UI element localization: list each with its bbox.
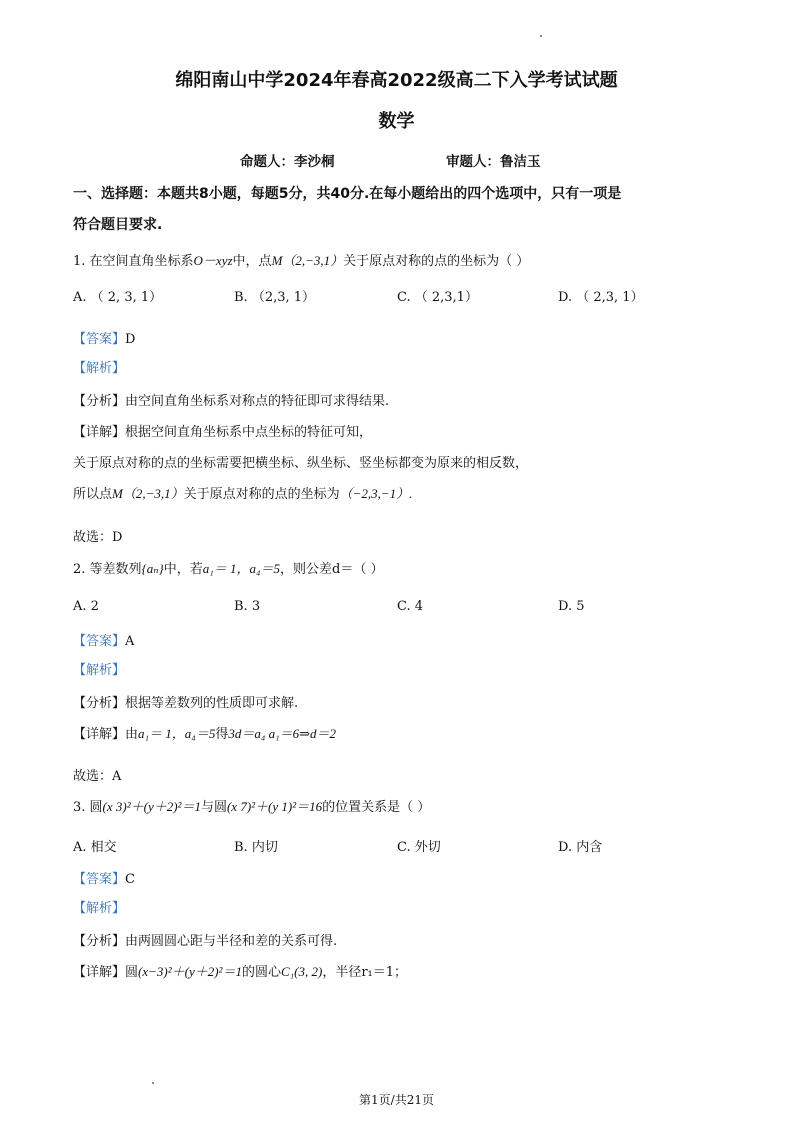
q3-stem-text: 的位置关系是（ ） <box>322 800 431 815</box>
q3-answer <box>73 868 135 887</box>
q3-option-c: C. 外切 <box>397 840 441 855</box>
q1-line3-math: （−2,3,−1）. <box>339 486 413 501</box>
section-heading-line1: 一、选择题：本题共8小题，每题5分，共40分.在每小题给出的四个选项中，只有一项是 <box>73 186 622 202</box>
answer-value: A <box>125 634 135 649</box>
q1-xiangjie <box>73 421 372 440</box>
q1-line3-text: 所以点 <box>73 487 113 502</box>
q2-xiangjie <box>73 723 336 742</box>
question-3-stem <box>73 796 430 815</box>
q2-answer <box>73 630 134 649</box>
q2-xiangjie-math: 3d＝a₄ a₁＝6⇒d＝2 <box>228 726 337 741</box>
q1-stem-math: O－xyz <box>193 253 233 268</box>
q3-stem-text: 与圆 <box>200 800 227 815</box>
q2-xiangjie-math: a₁＝ 1，a₄＝5 <box>138 726 216 741</box>
author-label: 命题人：李沙桐 <box>240 154 335 170</box>
q3-xiangjie <box>73 961 407 980</box>
q1-stem-text: 1. 在空间直角坐标系 <box>73 254 194 269</box>
answer-value: D <box>125 332 136 347</box>
q2-stem-text: ，则公差d＝（ ） <box>280 562 384 577</box>
xiangjie-tag: 【详解】 <box>73 425 126 440</box>
q2-xiangjie-text: 由 <box>125 727 139 742</box>
answer-tag: 【答案】 <box>73 872 126 887</box>
q1-line3-math: M（2,−3,1） <box>112 486 184 501</box>
q3-xiangjie-math: (x−3)²＋(y＋2)²＝1 <box>138 964 242 979</box>
fenxi-text: 由空间直角坐标系对称点的特征即可求得结果. <box>125 394 390 409</box>
page-number: 第1页/共21页 <box>359 1093 434 1107</box>
answer-tag: 【答案】 <box>73 634 126 649</box>
xiangjie-tag: 【详解】 <box>73 727 126 742</box>
q2-fenxi <box>73 692 298 711</box>
q1-option-c: C. （ 2,3,1） <box>397 290 478 305</box>
fenxi-tag: 【分析】 <box>73 394 126 409</box>
q1-answer <box>73 328 135 347</box>
q3-option-b: B. 内切 <box>234 840 278 855</box>
xiangjie-tag: 【详解】 <box>73 965 126 980</box>
q1-line3-text: 关于原点对称的点的坐标为 <box>183 487 340 502</box>
q1-stem-text: 关于原点对称的点的坐标为（ ） <box>343 254 530 269</box>
q2-stem-math: a₁＝ 1，a₄＝5 <box>202 561 281 576</box>
q1-option-b: B. （2,3, 1） <box>234 290 316 305</box>
answer-value: C <box>125 872 135 887</box>
q1-option-a: A. （ 2, 3, 1） <box>73 290 163 305</box>
q1-analysis-tag: 【解析】 <box>73 361 126 376</box>
q2-option-d: D. 5 <box>558 599 585 614</box>
q2-xiangjie-text: 得 <box>215 727 229 742</box>
q3-option-a: A. 相交 <box>73 840 117 855</box>
q3-xiangjie-text: 圆 <box>125 965 139 980</box>
xiangjie-text: 根据空间直角坐标系中点坐标的特征可知， <box>125 425 373 440</box>
q3-xiangjie-text: 的圆心 <box>241 965 281 980</box>
question-2-stem <box>73 558 384 577</box>
q3-stem-math: (x 3)²＋(y＋2)²＝1 <box>102 799 201 814</box>
q2-stem-math: {aₙ} <box>141 561 164 576</box>
subject-title: 数学 <box>378 111 415 132</box>
q3-xiangjie-math: C₁(3, 2) <box>280 964 323 979</box>
q1-option-d: D. （ 2,3, 1） <box>558 290 644 305</box>
q2-option-a: A. 2 <box>73 599 99 614</box>
q3-stem-text: 3. 圆 <box>73 800 103 815</box>
q1-stem-text: 中，点 <box>232 254 272 269</box>
fenxi-text: 根据等差数列的性质即可求解. <box>125 696 299 711</box>
section-heading-line2: 符合题目要求. <box>73 217 163 233</box>
q2-analysis-tag: 【解析】 <box>73 663 126 678</box>
q2-option-b: B. 3 <box>234 599 261 614</box>
q3-stem-math: (x 7)²＋(y 1)²＝16 <box>226 799 323 814</box>
q3-option-d: D. 内含 <box>558 840 603 855</box>
q1-conclusion: 故选：D <box>73 530 123 545</box>
q3-fenxi <box>73 930 337 949</box>
q1-line2: 关于原点对称的点的坐标需要把横坐标、纵坐标、竖坐标都变为原来的相反数， <box>73 456 529 471</box>
fenxi-tag: 【分析】 <box>73 934 126 949</box>
q2-stem-text: 2. 等差数列 <box>73 562 142 577</box>
fenxi-text: 由两圆圆心距与半径和差的关系可得. <box>125 934 338 949</box>
scan-dot <box>540 35 542 37</box>
q2-conclusion: 故选：A <box>73 769 122 784</box>
answer-tag: 【答案】 <box>73 332 126 347</box>
q1-line3 <box>73 483 412 502</box>
q3-xiangjie-text: ，半径r₁＝1； <box>322 965 408 980</box>
q2-option-c: C. 4 <box>397 599 424 614</box>
fenxi-tag: 【分析】 <box>73 696 126 711</box>
q1-fenxi <box>73 390 389 409</box>
exam-title: 绵阳南山中学2024年春高2022级高二下入学考试试题 <box>175 70 618 91</box>
q3-analysis-tag: 【解析】 <box>73 901 126 916</box>
scan-dot <box>152 1082 154 1084</box>
question-1-stem <box>73 250 529 269</box>
q2-stem-text: 中，若 <box>163 562 203 577</box>
q1-stem-math: M（2,−3,1） <box>271 253 344 268</box>
reviewer-label: 审题人：鲁洁玉 <box>446 154 541 170</box>
